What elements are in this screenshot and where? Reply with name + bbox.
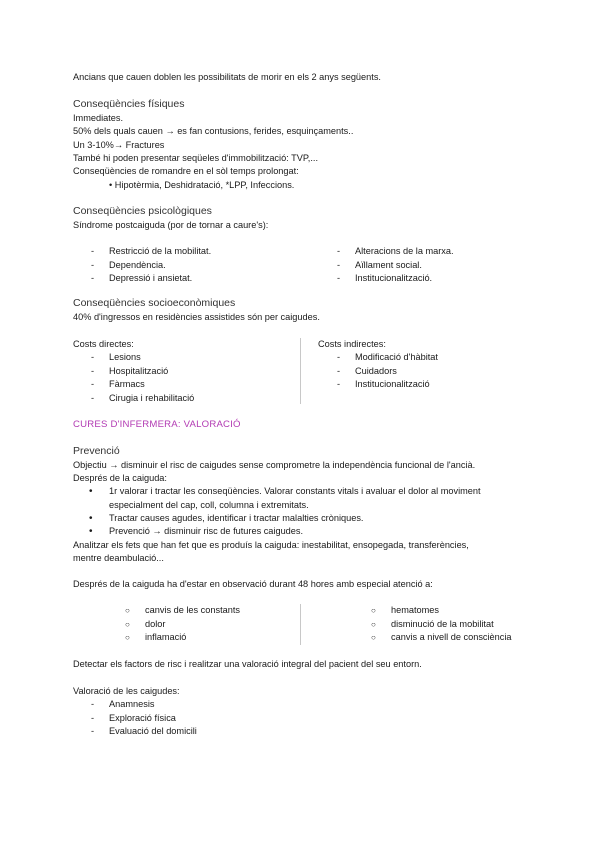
heading-socio: Conseqüències socioeconòmiques — [73, 297, 236, 309]
list-item: - Fàrmacs — [109, 378, 194, 392]
list-item: ○ canvis de les constants — [145, 604, 240, 618]
indirect-costs-title: Costs indirectes: — [318, 339, 386, 349]
direct-costs-list — [109, 351, 194, 405]
list-item: - Hospitalització — [109, 365, 194, 379]
despres-line: Després de la caiguda: — [73, 473, 167, 483]
observacio-left-list — [145, 604, 240, 645]
valoracio-list — [109, 698, 197, 739]
psico-left-list — [109, 245, 211, 286]
psicologiques-line: Síndrome postcaiguda (por de tornar a caure's): — [73, 220, 269, 230]
list-item: - Dependència. — [109, 259, 211, 273]
list-item: ○ disminució de la mobilitat — [391, 618, 512, 632]
observacio-right-list — [391, 604, 512, 645]
fisiques-sub: • Hipotèrmia, Deshidratació, *LPP, Infeccions. — [109, 180, 295, 190]
column-divider — [300, 338, 301, 404]
list-item: - Aïllament social. — [355, 259, 454, 273]
fisiques-line: Un 3-10%→ Fractures — [73, 140, 165, 150]
bullet-item: • Tractar causes agudes, identificar i tractar malalties cròniques. — [109, 512, 363, 525]
list-item: - Alteracions de la marxa. — [355, 245, 454, 259]
fisiques-line: 50% dels quals cauen → es fan contusions, ferides, esquinçaments.. — [73, 126, 354, 136]
valoracio-title: Valoració de les caigudes: — [73, 686, 180, 696]
objectiu-line: Objectiu → disminuir el risc de caigudes sense comprometre la independència funcional de l'ancià. — [73, 460, 476, 470]
bullet-item: • 1r valorar i tractar les conseqüències. Valorar constants vitals i avaluar el dolor al moviment — [109, 485, 481, 498]
list-item: - Cuidadors — [355, 365, 438, 379]
list-item: - Institucionalització — [355, 378, 438, 392]
psico-right-list — [355, 245, 454, 286]
list-item: ○ dolor — [145, 618, 240, 632]
fisiques-line: Immediates. — [73, 113, 124, 123]
bullet-item: • Prevenció → disminuir risc de futures caigudes. — [109, 525, 303, 538]
column-divider — [300, 604, 301, 645]
heading-fisiques: Conseqüències físiques — [73, 98, 185, 110]
list-item: - Exploració física — [109, 712, 197, 726]
bullet-continuation: especialment del cap, coll, columna i extremitats. — [109, 500, 309, 510]
list-item: - Anamnesis — [109, 698, 197, 712]
list-item: - Institucionalització. — [355, 272, 454, 286]
section-title-cures: CURES D'INFERMERA: VALORACIÓ — [73, 419, 241, 430]
direct-costs-title: Costs directes: — [73, 339, 134, 349]
list-item: - Restricció de la mobilitat. — [109, 245, 211, 259]
list-item: - Depressió i ansietat. — [109, 272, 211, 286]
list-item: - Modificació d'hàbitat — [355, 351, 438, 365]
list-item: - Evaluació del domicili — [109, 725, 197, 739]
list-item: ○ canvis a nivell de consciència — [391, 631, 512, 645]
list-item: ○ inflamació — [145, 631, 240, 645]
indirect-costs-list — [355, 351, 438, 392]
heading-psicologiques: Conseqüències psicològiques — [73, 205, 212, 217]
detectar-line: Detectar els factors de risc i realitzar una valoració integral del pacient del seu entorn. — [73, 659, 422, 669]
analitzar-line: Analitzar els fets que han fet que es produís la caiguda: inestabilitat, ensopegada, transferències, — [73, 540, 469, 550]
socio-line: 40% d'ingressos en residències assistides són per caigudes. — [73, 312, 320, 322]
observacio-line: Després de la caiguda ha d'estar en observació durant 48 hores amb especial atenció a: — [73, 579, 433, 589]
list-item: ○ hematomes — [391, 604, 512, 618]
fisiques-line: Conseqüències de romandre en el sòl temps prolongat: — [73, 166, 299, 176]
intro-text: Ancians que cauen doblen les possibilitats de morir en els 2 anys següents. — [73, 72, 381, 82]
heading-prevencio: Prevenció — [73, 445, 120, 457]
analitzar-line: mentre deambulació... — [73, 553, 164, 563]
list-item: - Cirugia i rehabilitació — [109, 392, 194, 406]
list-item: - Lesions — [109, 351, 194, 365]
fisiques-line: També hi poden presentar seqüeles d'immobilització: TVP,... — [73, 153, 319, 163]
